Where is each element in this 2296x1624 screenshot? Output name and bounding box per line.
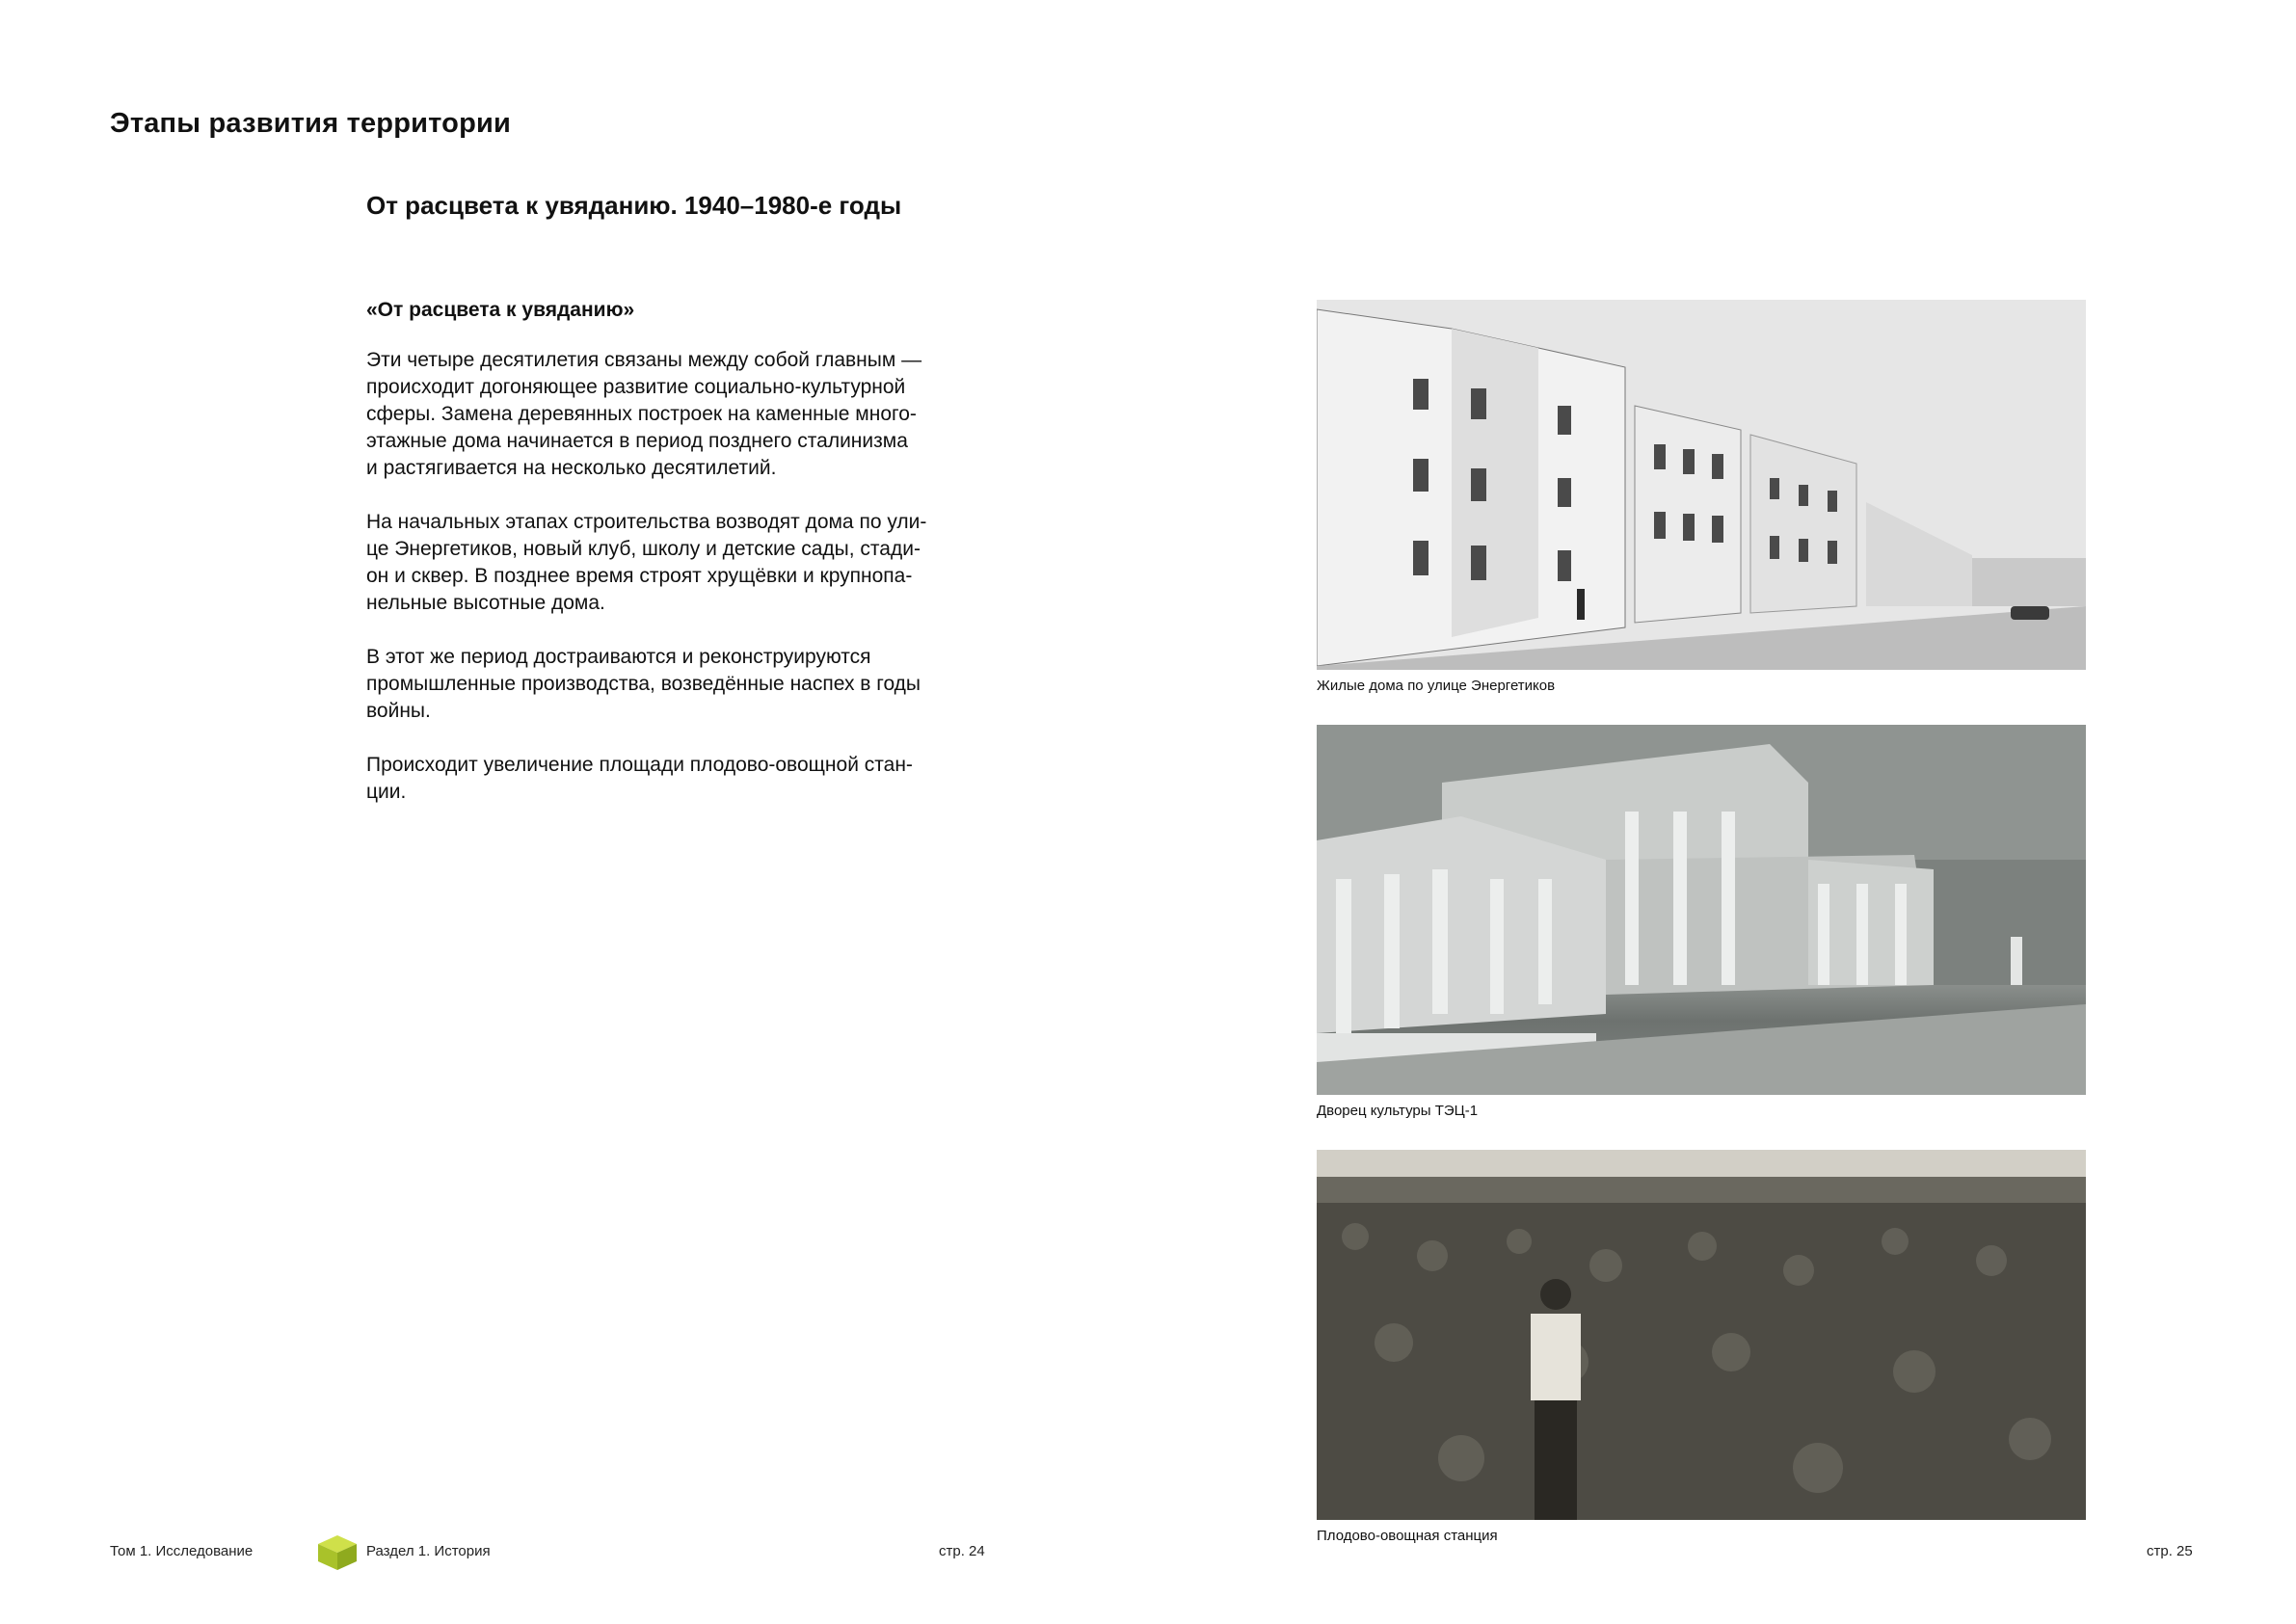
footer-page-right: стр. 25	[2147, 1543, 2193, 1559]
section-title: Этапы развития территории	[110, 108, 512, 139]
block-title: «От расцвета к увяданию»	[366, 299, 635, 321]
photo-fruit-station	[1317, 1150, 2086, 1520]
photo-palace-of-culture	[1317, 725, 2086, 1095]
footer-section: Раздел 1. История	[366, 1543, 491, 1559]
paragraph-3: В этот же период достраиваются и реконструируются промышленные производства, возведённые наспех в годы войны.	[366, 646, 921, 722]
paragraph-1: Эти четыре десятилетия связаны между собой главным — происходит догоняющее развитие социально-культурной сферы. Замена деревянных построек на каменные много- этажные дома начинается в период позднего сталинизма и растягивается на несколько десятилетий.	[366, 349, 922, 479]
text-column	[366, 299, 1002, 833]
page-subtitle: От расцвета к увяданию. 1940–1980-е годы	[366, 191, 902, 220]
photo-residential-buildings	[1317, 300, 2086, 670]
paragraph-2: На начальных этапах строительства возводят дома по ули- це Энергетиков, новый клуб, школу и детские сады, стади- он и сквер. В позднее время строят хрущёвки и крупнопа- нельные высотные дома.	[366, 511, 927, 614]
footer-volume: Том 1. Исследование	[110, 1543, 254, 1559]
paragraph-4: Происходит увеличение площади плодово-овощной стан- ции.	[366, 754, 913, 803]
photo-caption-1: Жилые дома по улице Энергетиков	[1317, 678, 1556, 694]
green-cube-icon	[316, 1533, 359, 1572]
photo-caption-2: Дворец культуры ТЭЦ-1	[1317, 1103, 1479, 1119]
footer-page-left: стр. 24	[939, 1543, 985, 1559]
photo-caption-3: Плодово-овощная станция	[1317, 1528, 1498, 1544]
